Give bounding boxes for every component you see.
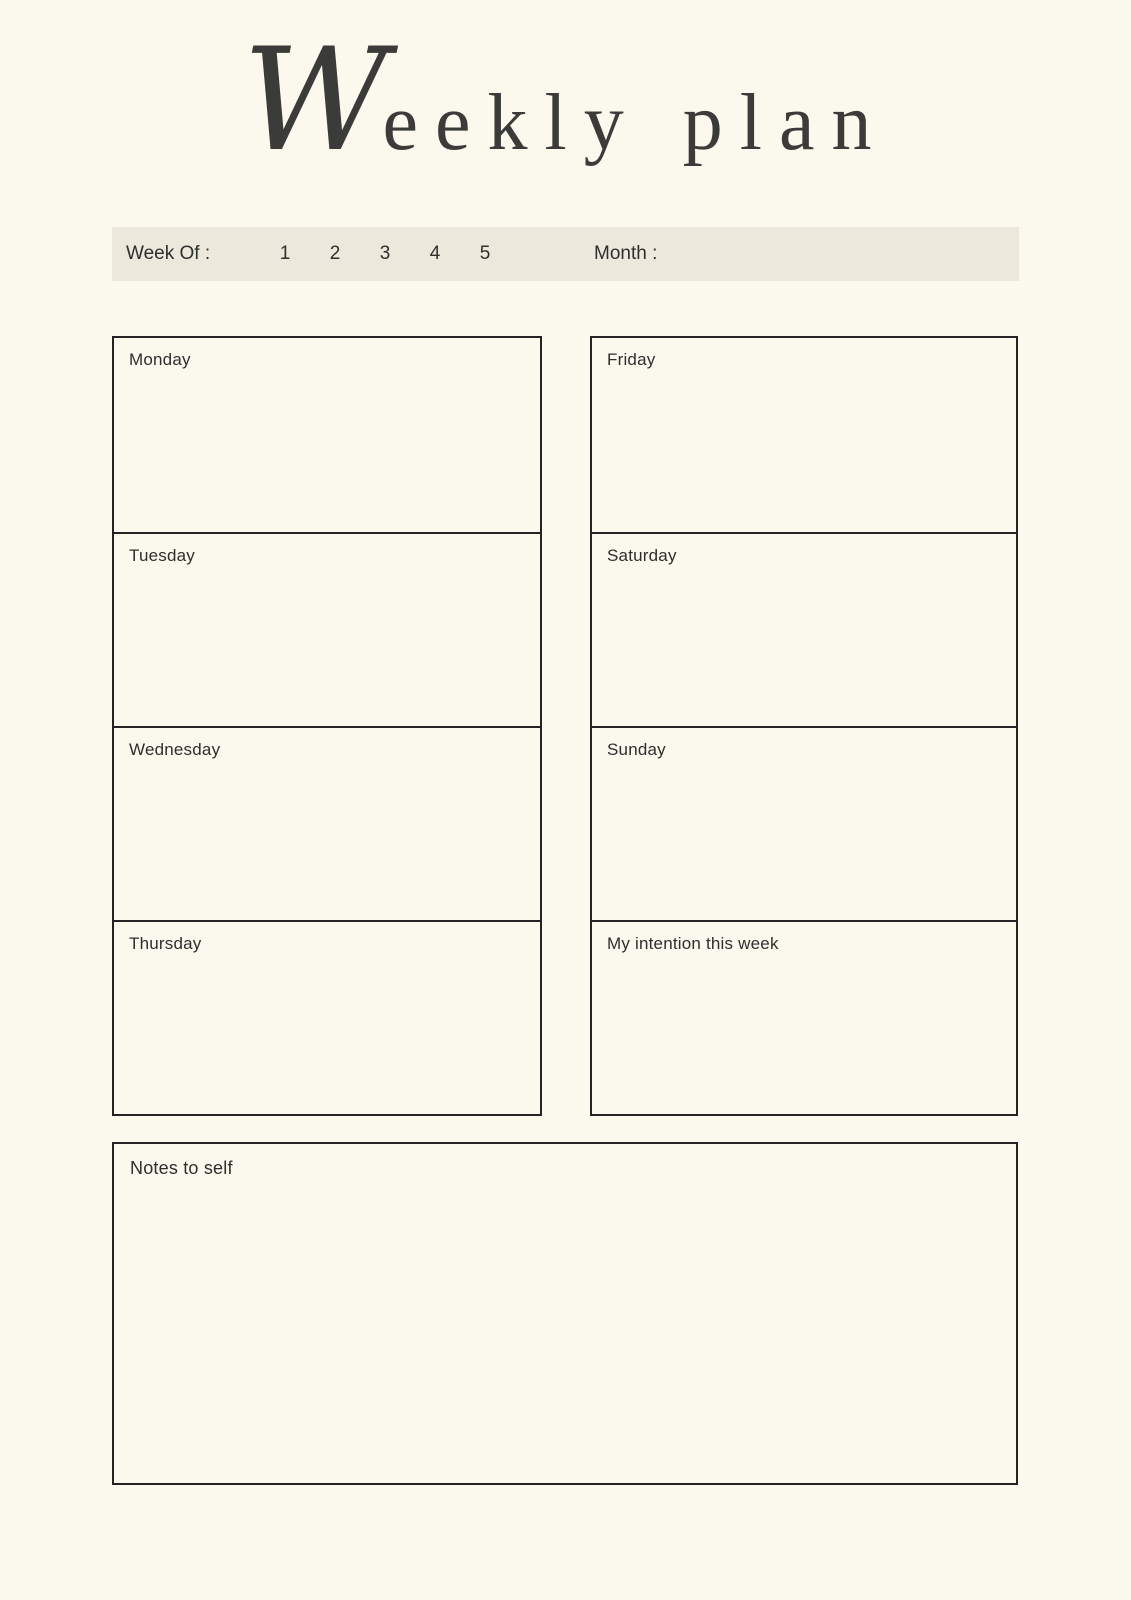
- right-day-column: [590, 336, 1018, 1116]
- week-number-2[interactable]: 2: [329, 243, 341, 264]
- day-label-wednesday: Wednesday: [129, 740, 221, 759]
- week-number-4[interactable]: 4: [429, 243, 441, 264]
- day-label-saturday: Saturday: [607, 546, 677, 565]
- day-box-sunday[interactable]: [592, 726, 1016, 920]
- day-box-saturday[interactable]: [592, 532, 1016, 726]
- week-number-3[interactable]: 3: [379, 243, 391, 264]
- day-label-thursday: Thursday: [129, 934, 202, 953]
- title-first-word-rest: eekly: [382, 79, 641, 167]
- left-day-column: [112, 336, 542, 1116]
- title-second-word: plan: [682, 79, 889, 167]
- page-title: [0, 18, 1131, 200]
- week-number-1[interactable]: 1: [279, 243, 291, 264]
- title-initial-letter: W: [242, 18, 389, 183]
- week-number-5[interactable]: 5: [479, 243, 491, 264]
- notes-label: Notes to self: [130, 1158, 233, 1178]
- day-box-monday[interactable]: [114, 338, 540, 532]
- day-box-wednesday[interactable]: [114, 726, 540, 920]
- day-box-friday[interactable]: [592, 338, 1016, 532]
- week-of-label: Week Of :: [126, 243, 211, 264]
- notes-box[interactable]: [112, 1142, 1018, 1485]
- month-label: Month :: [594, 243, 658, 264]
- day-label-tuesday: Tuesday: [129, 546, 195, 565]
- day-box-thursday[interactable]: [114, 920, 540, 1114]
- day-label-sunday: Sunday: [607, 740, 666, 759]
- day-box-tuesday[interactable]: [114, 532, 540, 726]
- week-header-bar: [112, 227, 1019, 281]
- day-label-friday: Friday: [607, 350, 656, 369]
- intention-box[interactable]: [592, 920, 1016, 1114]
- day-label-monday: Monday: [129, 350, 191, 369]
- intention-label: My intention this week: [607, 934, 779, 953]
